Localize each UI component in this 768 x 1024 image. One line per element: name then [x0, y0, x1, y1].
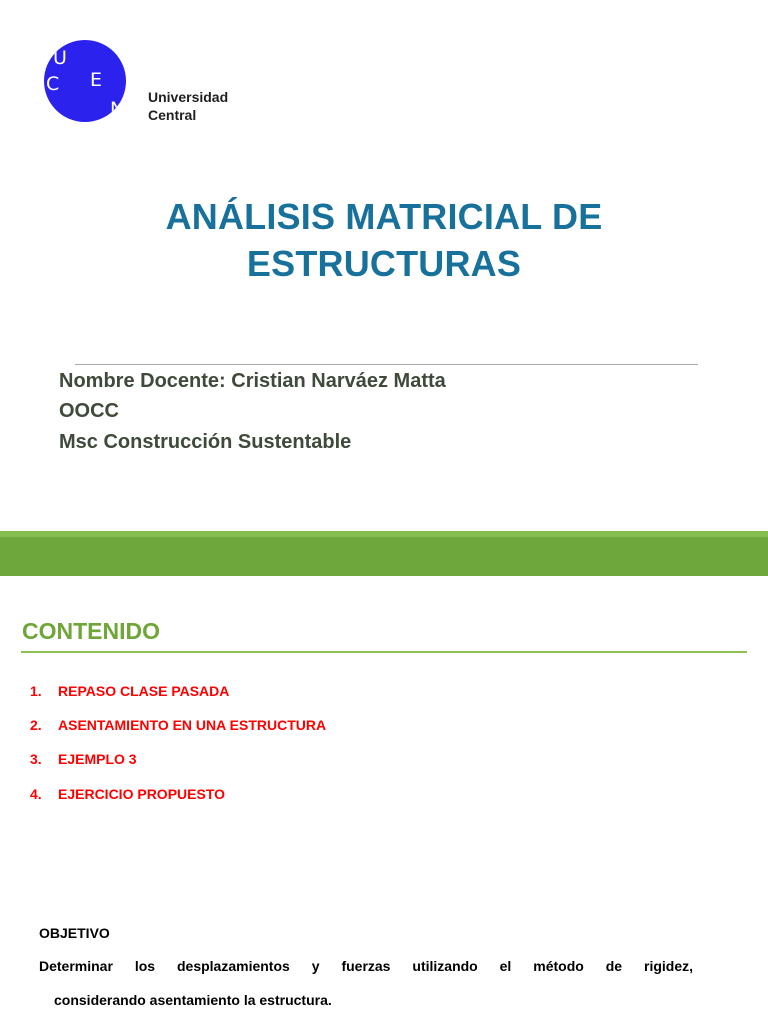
contents-item: [30, 786, 225, 802]
ucen-logo: [44, 40, 126, 122]
objective-text-line2: considerando asentamiento la estructura.: [54, 992, 332, 1008]
contents-item-number: 1.: [30, 683, 42, 699]
contents-item: [30, 717, 326, 733]
green-footer-band-highlight: [0, 531, 768, 537]
instructor-name: Nombre Docente: Cristian Narváez Matta: [59, 370, 446, 392]
title-divider: [75, 364, 698, 365]
contents-divider: [21, 651, 747, 653]
instructor-degree: Msc Construcción Sustentable: [59, 431, 352, 453]
contents-item: [30, 751, 137, 767]
slide-title-line1: ANÁLISIS MATRICIAL DE: [165, 196, 603, 237]
contents-item: [30, 683, 229, 699]
contents-item-number: 2.: [30, 717, 42, 733]
logo-wordmark: [148, 88, 228, 124]
contents-item-label: ASENTAMIENTO EN UNA ESTRUCTURA: [58, 717, 327, 733]
contents-item-label: EJEMPLO 3: [58, 751, 137, 767]
green-footer-band: [0, 531, 768, 576]
contents-item-label: REPASO CLASE PASADA: [58, 683, 230, 699]
slide-title-line2: ESTRUCTURAS: [246, 243, 522, 284]
contents-item-number: 3.: [30, 751, 42, 767]
contents-item-number: 4.: [30, 786, 42, 802]
logo-name-line1: Universidad: [148, 89, 229, 105]
logo-letter-c: C: [46, 73, 60, 95]
logo-letter-u: U: [53, 47, 67, 69]
logo-letter-n: N: [110, 98, 125, 120]
logo-letter-e: E: [90, 69, 103, 91]
instructor-department: OOCC: [59, 400, 119, 422]
objective-heading: OBJETIVO: [39, 925, 110, 941]
contents-heading: CONTENIDO: [22, 618, 160, 644]
logo-name-line2: Central: [148, 107, 197, 123]
objective-text-line1: Determinar los desplazamientos y fuerzas utilizando el método de rigidez,: [39, 958, 693, 974]
contents-item-label: EJERCICIO PROPUESTO: [58, 786, 226, 802]
